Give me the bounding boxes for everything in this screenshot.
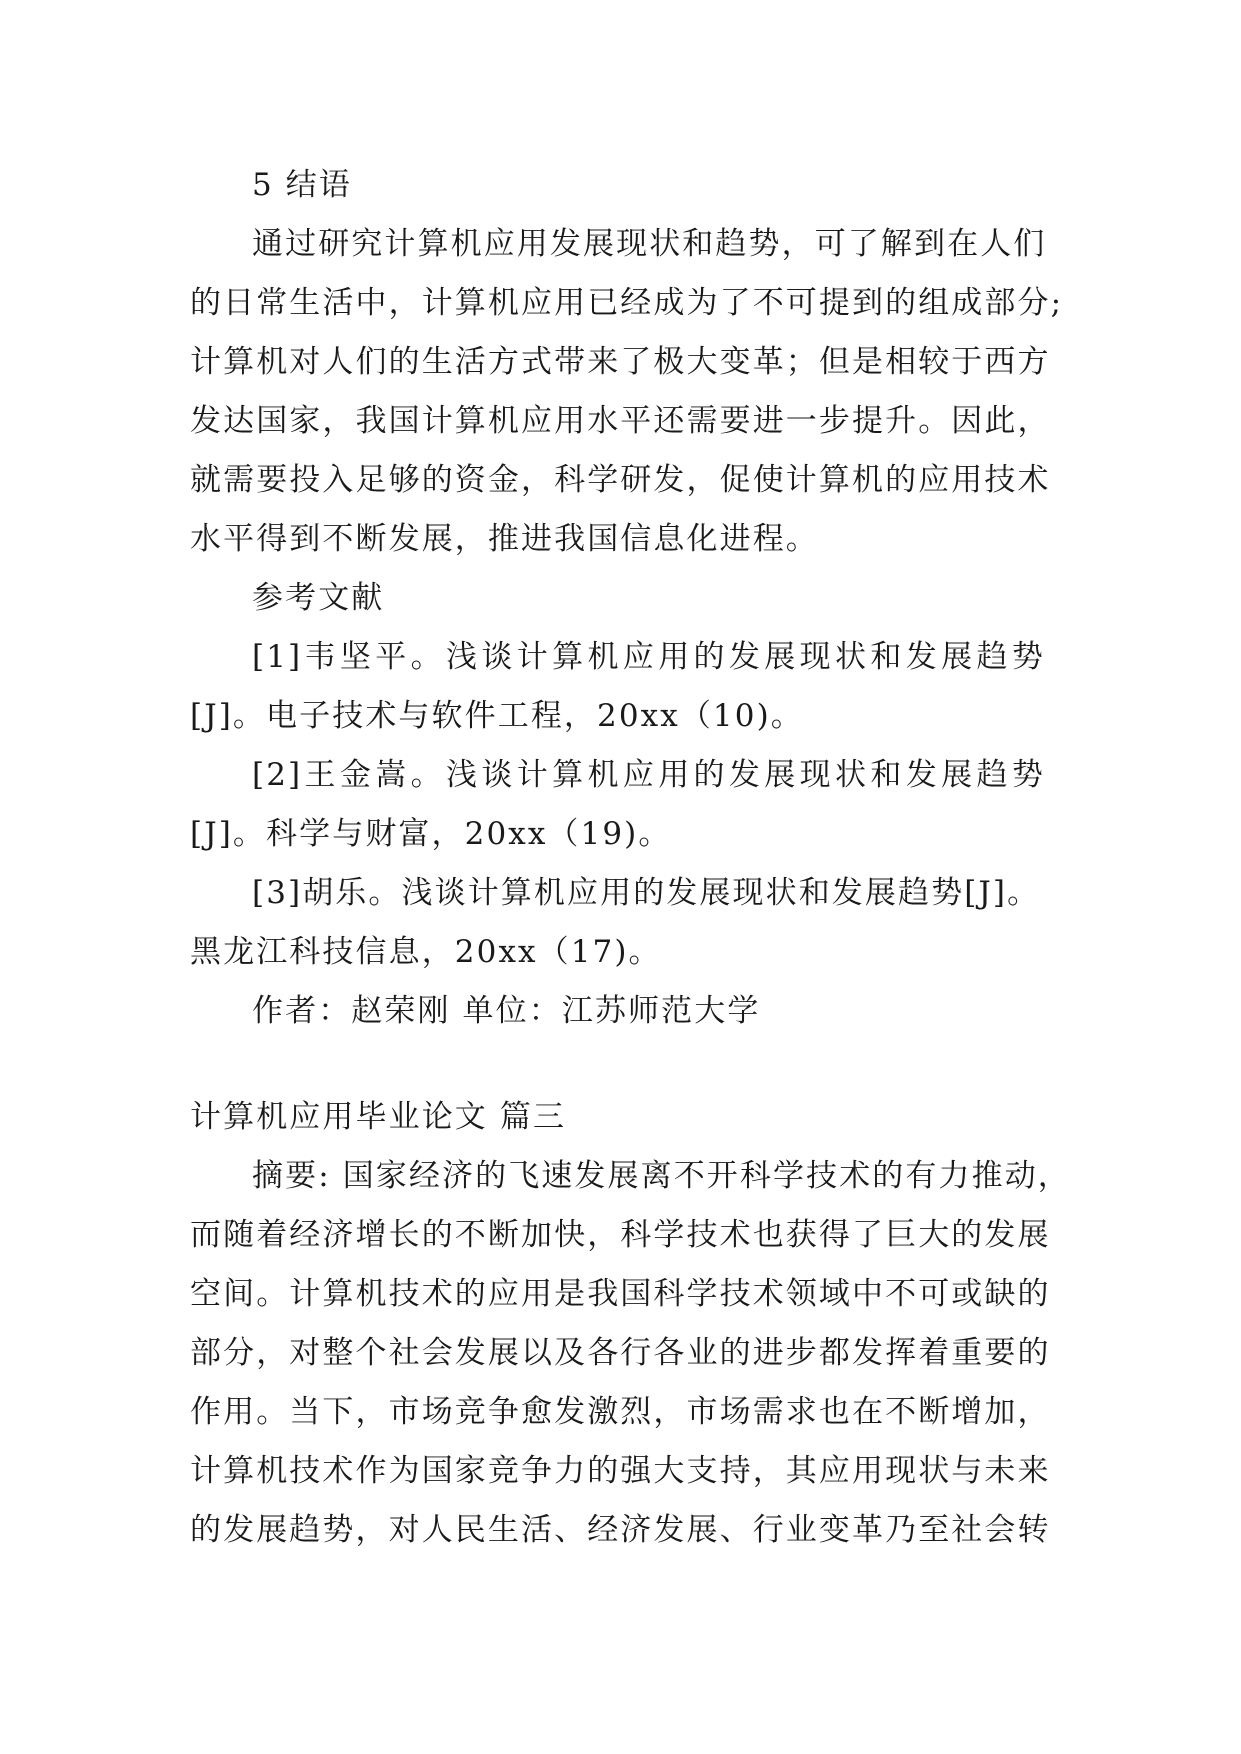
reference-item: [1]韦坚平。浅谈计算机应用的发展现状和发展趋势 [252,639,1045,675]
reference-item-cont: [J]。电子技术与软件工程，20xx（10)。 [190,698,804,734]
conclusion-line: 发达国家，我国计算机应用水平还需要进一步提升。因此， [190,403,1051,439]
reference-item-cont: [J]。科学与财富，20xx（19)。 [190,816,672,852]
abstract-line: 部分，对整个社会发展以及各行各业的进步都发挥着重要的 [190,1335,1051,1371]
abstract-line: 计算机技术作为国家竞争力的强大支持，其应用现状与未来 [190,1453,1051,1489]
abstract-line: 的发展趋势，对人民生活、经济发展、行业变革乃至社会转 [190,1512,1051,1548]
reference-item-cont: 黑龙江科技信息，20xx（17)。 [190,934,662,970]
section-title: 计算机应用毕业论文 篇三 [190,1099,567,1135]
reference-item: [2]王金嵩。浅谈计算机应用的发展现状和发展趋势 [252,757,1045,793]
conclusion-line: 的日常生活中，计算机应用已经成为了不可提到的组成部分; [190,285,1064,321]
reference-item: [3]胡乐。浅谈计算机应用的发展现状和发展趋势[J]。 [252,875,1041,911]
author-line: 作者：赵荣刚 单位：江苏师范大学 [252,993,761,1029]
section-heading-conclusion: 5 结语 [252,167,352,203]
conclusion-line: 计算机对人们的生活方式带来了极大变革；但是相较于西方 [190,344,1051,380]
references-heading: 参考文献 [252,580,385,616]
abstract-line: 摘要: 国家经济的飞速发展离不开科学技术的有力推动， [252,1158,1071,1194]
conclusion-line: 就需要投入足够的资金，科学研发，促使计算机的应用技术 [190,462,1051,498]
abstract-line: 空间。计算机技术的应用是我国科学技术领域中不可或缺的 [190,1276,1051,1312]
abstract-line: 作用。当下，市场竞争愈发激烈，市场需求也在不断增加， [190,1394,1051,1430]
conclusion-line: 水平得到不断发展，推进我国信息化进程。 [190,521,819,557]
abstract-line: 而随着经济增长的不断加快，科学技术也获得了巨大的发展 [190,1217,1051,1253]
conclusion-line: 通过研究计算机应用发展现状和趋势，可了解到在人们 [252,226,1047,262]
